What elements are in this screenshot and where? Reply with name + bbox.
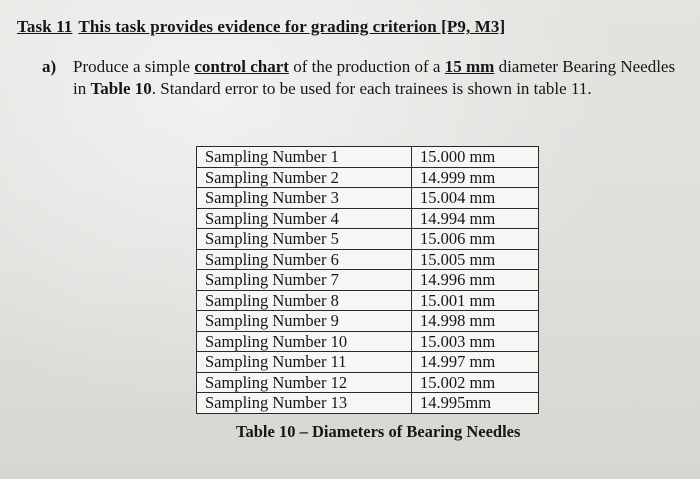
needle-size: 15 mm (444, 57, 495, 76)
table-row (197, 393, 539, 414)
task-heading (17, 17, 511, 37)
diameter-cell: 14.997 mm (412, 352, 539, 373)
table-row (197, 229, 539, 250)
sampling-number-cell: Sampling Number 4 (197, 208, 412, 229)
instruction-text-1: Produce a simple (73, 57, 191, 76)
sampling-number-cell: Sampling Number 10 (197, 331, 412, 352)
sampling-number-cell: Sampling Number 5 (197, 229, 412, 250)
sampling-number-cell: Sampling Number 13 (197, 393, 412, 414)
diameter-cell: 15.004 mm (412, 188, 539, 209)
sampling-number-cell: Sampling Number 11 (197, 352, 412, 373)
sampling-number-cell: Sampling Number 9 (197, 311, 412, 332)
task-number: Task 11 (17, 17, 73, 36)
table-row (197, 147, 539, 168)
sampling-number-cell: Sampling Number 3 (197, 188, 412, 209)
sampling-number-cell: Sampling Number 7 (197, 270, 412, 291)
instruction-text-2: of the production of a (293, 57, 441, 76)
diameter-cell: 14.996 mm (412, 270, 539, 291)
sampling-number-cell: Sampling Number 2 (197, 167, 412, 188)
table-row (197, 249, 539, 270)
instruction-text-4: in (73, 79, 87, 98)
diameter-cell: 15.002 mm (412, 372, 539, 393)
table-row (197, 270, 539, 291)
table-10-caption: Table 10 – Diameters of Bearing Needles (236, 422, 521, 441)
table-reference: Table 10 (90, 79, 152, 98)
diameter-cell: 15.001 mm (412, 290, 539, 311)
sampling-number-cell: Sampling Number 8 (197, 290, 412, 311)
table-row (197, 311, 539, 332)
task-description: This task provides evidence for grading criterion [P9, M3] (78, 17, 506, 36)
diameter-cell: 14.995mm (412, 393, 539, 414)
instruction-text-5: . Standard error to be used for each trainees is shown in table 11. (151, 79, 592, 98)
table-10-body (197, 147, 539, 414)
table-row (197, 290, 539, 311)
control-chart-term: control chart (194, 57, 289, 76)
instruction-line-1 (73, 56, 693, 78)
diameter-cell: 15.000 mm (412, 147, 539, 168)
table-row (197, 167, 539, 188)
diameter-cell: 14.994 mm (412, 208, 539, 229)
table-10 (196, 146, 539, 414)
diameter-cell: 15.003 mm (412, 331, 539, 352)
instruction-text-3: diameter Bearing Needles (498, 57, 676, 76)
table-row (197, 372, 539, 393)
sampling-number-cell: Sampling Number 1 (197, 147, 412, 168)
table-row (197, 188, 539, 209)
part-a-instruction (73, 56, 693, 100)
diameter-cell: 14.998 mm (412, 311, 539, 332)
table-row (197, 208, 539, 229)
instruction-line-2 (73, 78, 693, 100)
diameter-cell: 14.999 mm (412, 167, 539, 188)
sampling-number-cell: Sampling Number 12 (197, 372, 412, 393)
diameter-cell: 15.006 mm (412, 229, 539, 250)
table-row (197, 352, 539, 373)
part-a-label: a) (42, 57, 57, 76)
table-10-container (196, 146, 539, 414)
table-row (197, 331, 539, 352)
diameter-cell: 15.005 mm (412, 249, 539, 270)
sampling-number-cell: Sampling Number 6 (197, 249, 412, 270)
